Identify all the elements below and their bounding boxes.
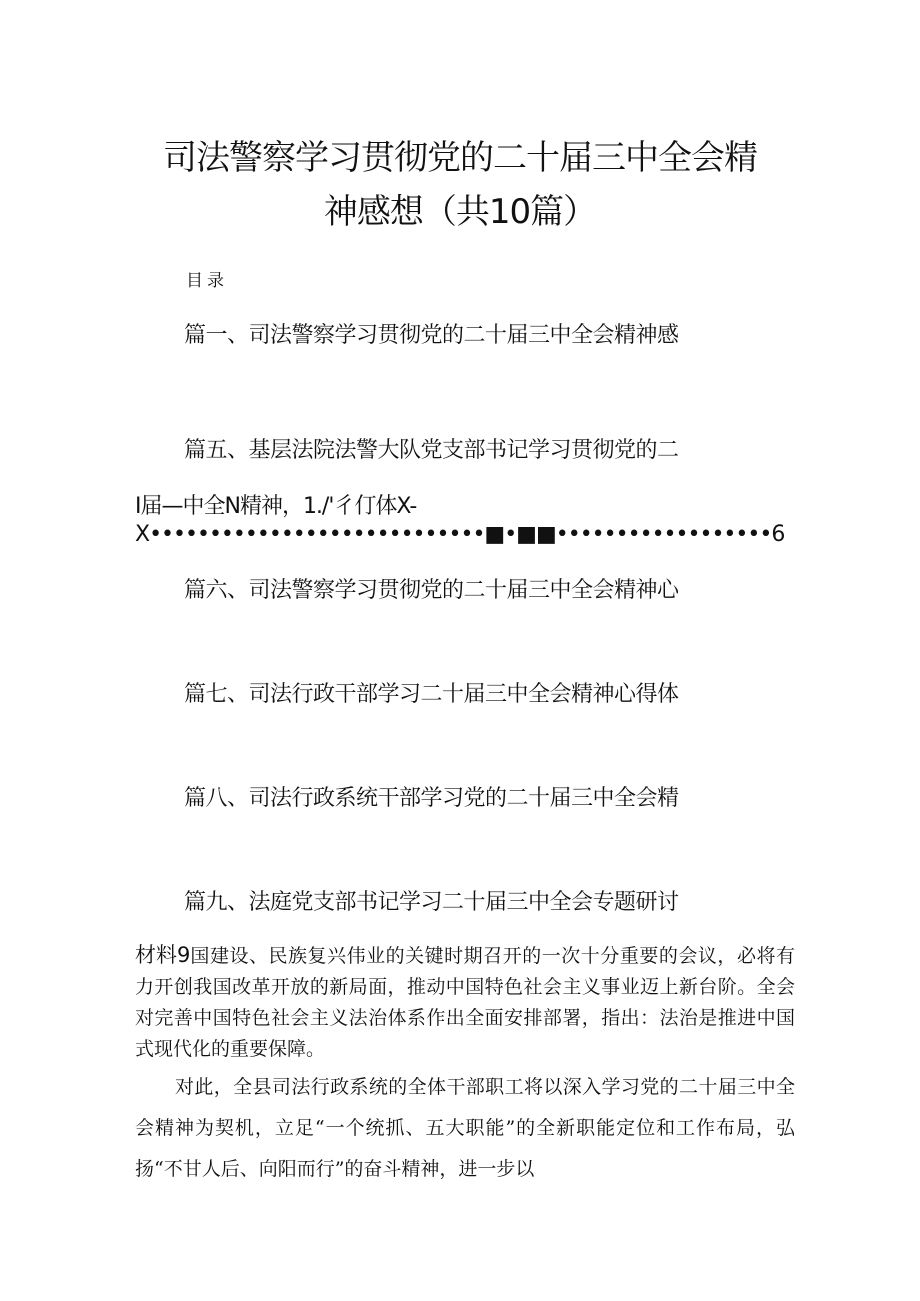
document-title-line-1: 司法警察学习贯彻党的二十届三中全会精 (163, 138, 757, 178)
body-paragraph-1 (135, 940, 795, 1065)
document-title-line-2: 神感想（共10篇） (323, 192, 597, 232)
paragraph-1-text: 国建设、民族复兴伟业的关键时期召开的一次十分重要的会议，必将有力开创我国改革开放的新局面，推动中国特色社会主义事业迈上新台阶。全会对完善中国特色社会主义法治体系作出全面安排部署，指出：法治是推进中国式现代化的重要保障。 (135, 945, 795, 1060)
paragraph-1-lead: 材料9 (135, 943, 190, 967)
toc-item-5[interactable]: 篇五、基层法院法警大队党支部书记学习贯彻党的二 (184, 438, 679, 463)
body-paragraph-2: 对此，全县司法行政系统的全体干部职工将以深入学习党的二十届三中全会精神为契机，立足“一个统抓、五大职能”的全新职能定位和工作布局，弘扬“不甘人后、向阳而行”的奋斗精神，进一步以 (135, 1076, 795, 1180)
toc-item-9[interactable]: 篇九、法庭党支部书记学习二十届三中全会专题研讨 (184, 890, 679, 915)
toc-item-8[interactable]: 篇八、司法行政系统干部学习党的二十届三中全会精 (184, 786, 679, 811)
toc-item-7[interactable]: 篇七、司法行政干部学习二十届三中全会精神心得体 (184, 682, 679, 707)
toc-item-5-leader-page[interactable]: X••••••••••••••••••••••••••••■•■■••••••••••••••••••6 (135, 522, 785, 547)
toc-label: 目录 (186, 271, 228, 291)
toc-item-6[interactable]: 篇六、司法警察学习贯彻党的二十届三中全会精神心 (184, 578, 679, 603)
toc-item-5-continuation[interactable]: I届—中全N精神，1./'彳仃体X- (135, 494, 417, 519)
toc-item-1[interactable]: 篇一、司法警察学习贯彻党的二十届三中全会精神感 (184, 323, 679, 348)
